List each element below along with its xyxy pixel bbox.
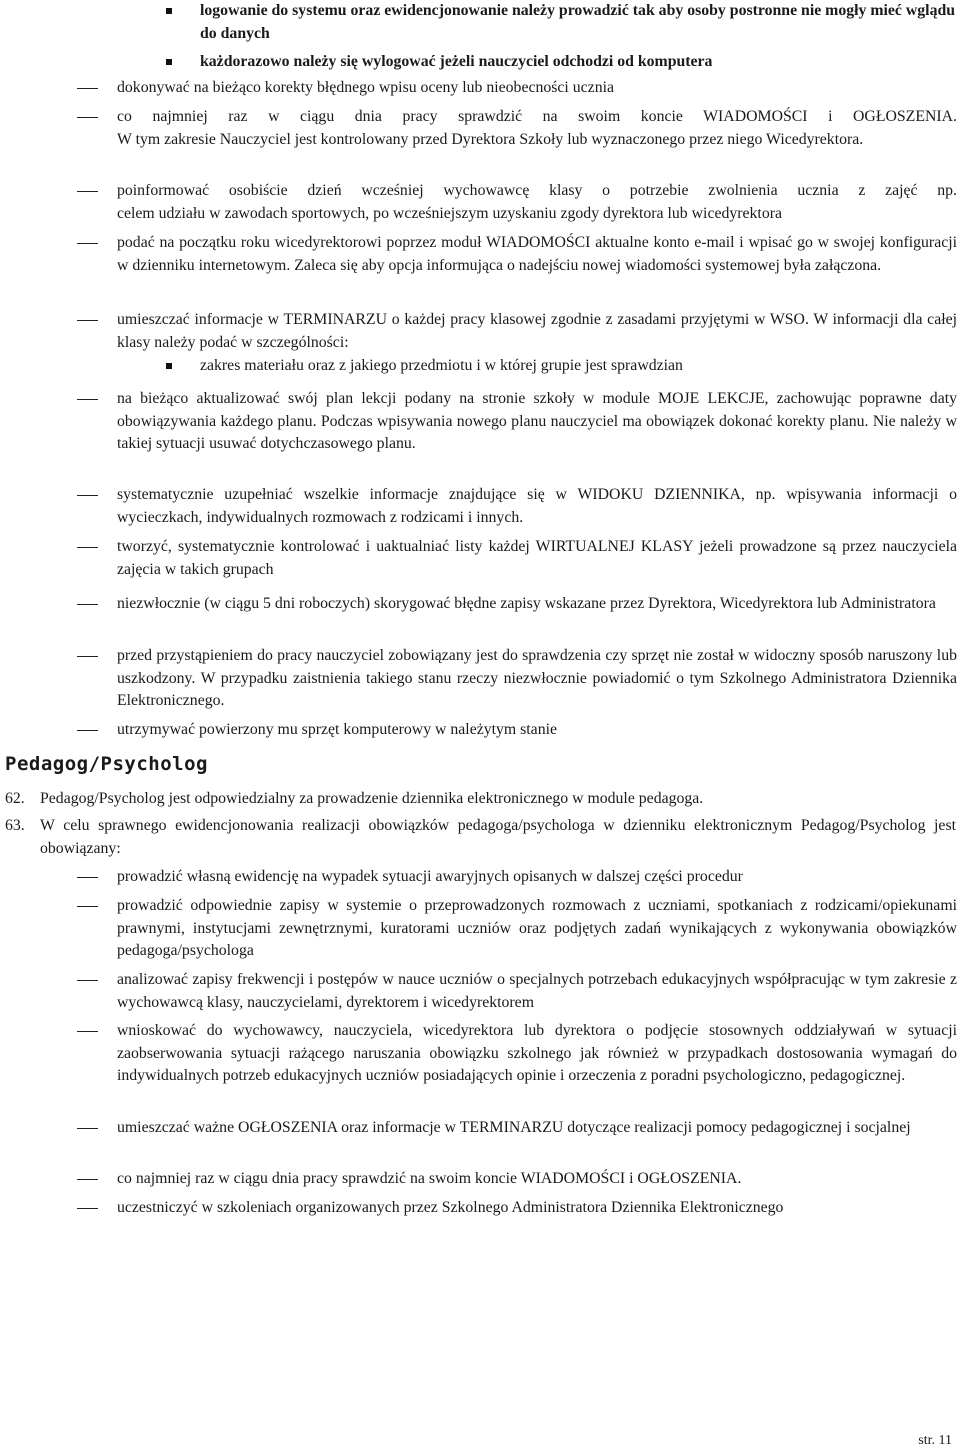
page-number: str. 11 — [918, 1433, 952, 1448]
dash-bullet-icon — [77, 877, 98, 878]
pedagog-item: prowadzić własną ewidencję na wypadek sytuacji awaryjnych opisanych w dalszej części procedur — [117, 868, 743, 885]
dash-bullet-icon — [77, 117, 98, 118]
square-bullet-icon — [166, 59, 172, 65]
teacher-item-continuation: W tym zakresie Nauczyciel jest kontrolowany przed Dyrektora Szkoły lub wyznaczonego przez niego Wicedyrektora. — [117, 131, 864, 148]
square-bullet-icon — [166, 8, 172, 14]
dash-bullet-icon — [77, 604, 98, 605]
section-heading-pedagog: Pedagog/Psycholog — [5, 753, 208, 775]
dash-bullet-icon — [77, 243, 98, 244]
dash-bullet-icon — [77, 88, 98, 89]
teacher-item: podać na początku roku wicedyrektorowi poprzez moduł WIADOMOŚCI aktualne konto e-mail i wpisać go w swojej konfiguracji w dzienniku internetowym. Zaleca się aby opcja informująca o nadejściu nowej wiadomości systemowej była załączona. — [117, 234, 957, 274]
pedagog-item: wnioskować do wychowawcy, nauczyciela, wicedyrektora lub dyrektora o podjęcie stosownych oddziaływań w sytuacji zaobserwowania sytuacji rażącego naruszania obowiązku szkolnego jak również w przypadkach dostosowania wymagań do indywidualnych potrzeb edukacyjnych uczniów posiadających opinie i orzeczenia z poradni psychologiczno, pedagogicznej. — [117, 1022, 957, 1085]
dash-bullet-icon — [77, 1179, 98, 1180]
teacher-item: umieszczać informacje w TERMINARZU o każdej pracy klasowej zgodnie z zasadami przyjętymi w WSO. W informacji dla całej klasy należy podać w szczególności: — [117, 311, 957, 351]
paragraph-62: Pedagog/Psycholog jest odpowiedzialny za prowadzenie dziennika elektronicznego w module pedagoga. — [40, 790, 704, 807]
dash-bullet-icon — [77, 399, 98, 400]
paragraph-number: 63. — [5, 817, 25, 834]
dash-bullet-icon — [77, 547, 98, 548]
dash-bullet-icon — [77, 495, 98, 496]
bullet-login-rule: logowanie do systemu oraz ewidencjonowanie należy prowadzić tak aby osoby postronne nie mogły mieć wglądu do danych — [200, 2, 956, 42]
square-bullet-icon — [166, 363, 172, 369]
teacher-item: tworzyć, systematycznie kontrolować i uaktualniać listy każdej WIRTUALNEJ KLASY jeżeli prowadzone są przez nauczyciela zajęcia w takich grupach — [117, 538, 957, 578]
pedagog-item: co najmniej raz w ciągu dnia pracy sprawdzić na swoim koncie WIADOMOŚCI i OGŁOSZENIA. — [117, 1170, 742, 1187]
dash-bullet-icon — [77, 656, 98, 657]
pedagog-item: uczestniczyć w szkoleniach organizowanych przez Szkolnego Administratora Dziennika Elektronicznego — [117, 1199, 784, 1216]
dash-bullet-icon — [77, 320, 98, 321]
teacher-subitem: zakres materiału oraz z jakiego przedmiotu i w której grupie jest sprawdzian — [200, 357, 683, 374]
teacher-item: co najmniej raz w ciągu dnia pracy sprawdzić na swoim koncie WIADOMOŚCI i OGŁOSZENIA. — [117, 108, 957, 125]
bullet-logout-rule: każdorazowo należy się wylogować jeżeli nauczyciel odchodzi od komputera — [200, 53, 713, 70]
dash-bullet-icon — [77, 1128, 98, 1129]
dash-bullet-icon — [77, 730, 98, 731]
teacher-item: przed przystąpieniem do pracy nauczyciel zobowiązany jest do sprawdzenia czy sprzęt nie został w widoczny sposób naruszony lub uszkodzony. W przypadku zaistnienia takiego stanu rzeczy niezwłocznie powiadomić o tym Szkolnego Administratora Dziennika Elektronicznego. — [117, 647, 957, 710]
teacher-item: poinformować osobiście dzień wcześniej wychowawcę klasy o potrzebie zwolnienia ucznia z zajęć np. — [117, 182, 957, 199]
teacher-item: dokonywać na bieżąco korekty błędnego wpisu oceny lub nieobecności ucznia — [117, 79, 614, 96]
pedagog-item: prowadzić odpowiednie zapisy w systemie o przeprowadzonych rozmowach z uczniami, spotkaniach z rodzicami/opiekunami prawnymi, instytucjami zewnętrznymi, kuratorami uczniów oraz podjętych zadań wynikających z wykonywania obowiązków pedagoga/psychologa — [117, 897, 957, 960]
dash-bullet-icon — [77, 191, 98, 192]
dash-bullet-icon — [77, 906, 98, 907]
teacher-item: na bieżąco aktualizować swój plan lekcji podany na stronie szkoły w module MOJE LEKCJE, zachowując poprawne daty obowiązywania każdego planu. Podczas wpisywania nowego planu nauczyciel ma obowiązek dokonać korekty planu. Nie należy w takiej sytuacji usuwać dotychczasowego planu. — [117, 390, 957, 453]
teacher-item: niezwłocznie (w ciągu 5 dni roboczych) skorygować błędne zapisy wskazane przez Dyrektora, Wicedyrektora lub Administratora — [117, 595, 936, 612]
pedagog-item: analizować zapisy frekwencji i postępów w nauce uczniów o specjalnych potrzebach edukacyjnych współpracując w tym zakresie z wychowawcą klasy, nauczycielami, dyrektorem i wicedyrektorem — [117, 971, 957, 1011]
teacher-item: utrzymywać powierzony mu sprzęt komputerowy w należytym stanie — [117, 721, 557, 738]
teacher-item-continuation: celem udziału w zawodach sportowych, po wcześniejszym uzyskaniu zgody dyrektora lub wicedyrektora — [117, 205, 782, 222]
pedagog-item: umieszczać ważne OGŁOSZENIA oraz informacje w TERMINARZU dotyczące realizacji pomocy pedagogicznej i socjalnej — [117, 1119, 911, 1136]
dash-bullet-icon — [77, 980, 98, 981]
dash-bullet-icon — [77, 1031, 98, 1032]
paragraph-number: 62. — [5, 790, 25, 807]
paragraph-63: W celu sprawnego ewidencjonowania realizacji obowiązków pedagoga/psychologa w dzienniku elektronicznym Pedagog/Psycholog jest obowiązany: — [40, 817, 956, 857]
teacher-item: systematycznie uzupełniać wszelkie informacje znajdujące się w WIDOKU DZIENNIKA, np. wpisywania informacji o wycieczkach, indywidualnych rozmowach z rodzicami i innych. — [117, 486, 957, 526]
dash-bullet-icon — [77, 1208, 98, 1209]
